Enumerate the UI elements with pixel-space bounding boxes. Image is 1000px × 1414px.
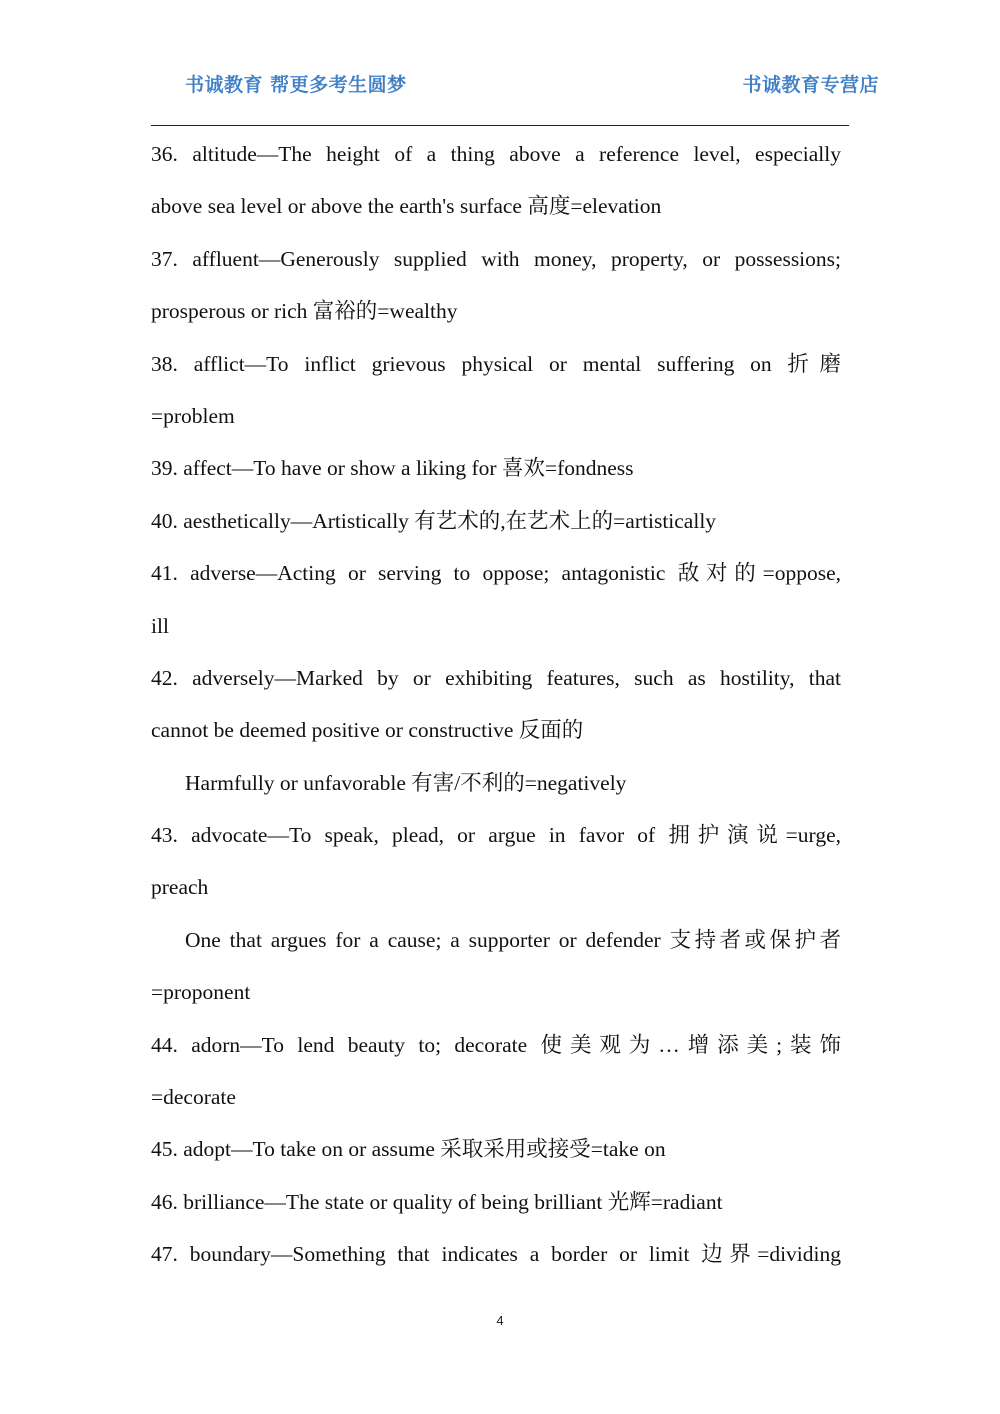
header-slogan: 书诚教育 帮更多考生圆梦 — [185, 74, 407, 96]
header-store-name: 书诚教育专营店 — [742, 74, 879, 96]
entry-38-line-1: 38. afflict—To inflict grievous physical or mental suffering on 折磨 — [151, 351, 841, 376]
entry-43-line-1: 43. advocate—To speak, plead, or argue in favor of 拥护演说=urge, — [151, 823, 841, 848]
entry-42-line-1: 42. adversely—Marked by or exhibiting features, such as hostility, that — [151, 665, 841, 690]
entry-47: 47. boundary—Something that indicates a border or limit 边界=dividing — [151, 1242, 841, 1267]
entry-43-line-2: preach — [151, 875, 209, 900]
entry-42-line-2: cannot be deemed positive or constructive 反面的 — [151, 718, 584, 743]
entry-42-sense-2: Harmfully or unfavorable 有害/不利的=negatively — [185, 770, 627, 795]
page-number: 4 — [496, 1313, 504, 1328]
entry-37-line-1: 37. affluent—Generously supplied with money, property, or possessions; — [151, 246, 841, 271]
vocabulary-list — [151, 128, 841, 1281]
entry-37-line-2: prosperous or rich 富裕的=wealthy — [151, 299, 458, 324]
entry-38-line-2: =problem — [151, 403, 235, 428]
entry-41-line-1: 41. adverse—Acting or serving to oppose; antagonistic 敌对的=oppose, — [151, 561, 841, 586]
entry-36-line-1: 36. altitude—The height of a thing above a reference level, especially — [151, 142, 841, 166]
entry-36-line-2: above sea level or above the earth's surface 高度=elevation — [151, 194, 662, 219]
page-header — [0, 70, 1000, 104]
entry-44-line-1: 44. adorn—To lend beauty to; decorate 使美观为…增添美;装饰 — [151, 1032, 841, 1057]
entry-41-line-2: ill — [151, 613, 169, 638]
entry-44-line-2: =decorate — [151, 1085, 236, 1110]
entry-46: 46. brilliance—The state or quality of being brilliant 光辉=radiant — [151, 1189, 723, 1214]
entry-45: 45. adopt—To take on or assume 采取采用或接受=take on — [151, 1137, 666, 1162]
header-divider — [151, 125, 849, 126]
entry-40: 40. aesthetically—Artistically 有艺术的,在艺术上的=artistically — [151, 508, 717, 533]
entry-43-sense-2: One that argues for a cause; a supporter or defender 支持者或保护者 — [185, 927, 841, 952]
entry-39: 39. affect—To have or show a liking for 喜欢=fondness — [151, 456, 634, 481]
entry-43-sense-2-line-2: =proponent — [151, 980, 251, 1005]
